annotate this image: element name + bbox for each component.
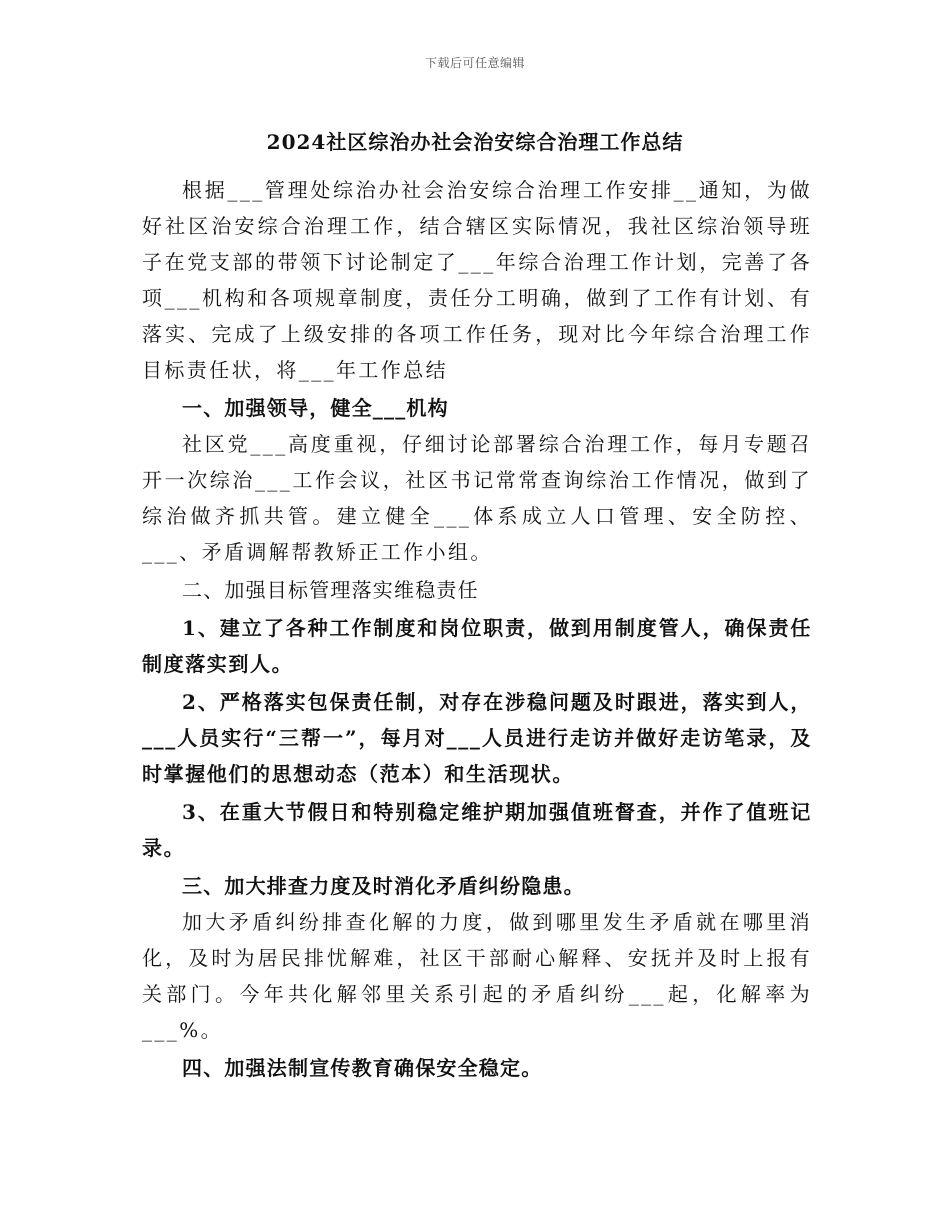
section-heading-3: 三、加大排查力度及时消化矛盾纠纷隐患。 [182,874,585,898]
section-heading-2: 二、加强目标管理落实维稳责任 [182,578,479,602]
document-title: 2024社区综治办社会治安综合治理工作总结 [266,130,684,154]
intro-paragraph: 根据___管理处综治办社会治安综合治理工作安排__通知，为做好社区治安综合治理工作，结合辖区实际情况，我社区综治领导班子在党支部的带领下讨论制定了___年综合治理工作计划，完善了各项___机构和各项规章制度，责任分工明确，做到了工作有计划、有落实、完成了上级安排的各项工作任务，现对比今年综合治理工作目标责任状，将___年工作总结 [142,178,812,382]
section-2-item-2: 2、严格落实包保责任制，对存在涉稳问题及时跟进，落实到人，___人员实行“三帮一”，每月对___人员进行走访并做好走访笔录，及时掌握他们的思想动态（范本）和生活现状。 [142,690,812,786]
section-1-paragraph: 社区党___高度重视，仔细讨论部署综合治理工作，每月专题召开一次综治___工作会议，社区书记常常查询综治工作情况，做到了综治做齐抓共管。建立健全___体系成立人口管理、安全防控、___、矛盾调解帮教矫正工作小组。 [142,432,812,564]
section-2-item-1: 1、建立了各种工作制度和岗位职责，做到用制度管人，确保责任制度落实到人。 [142,616,812,676]
section-3-paragraph: 加大矛盾纠纷排查化解的力度，做到哪里发生矛盾就在哪里消化，及时为居民排忧解难，社区干部耐心解释、安抚并及时上报有关部门。今年共化解邻里关系引起的矛盾纠纷___起，化解率为___%。 [142,910,812,1042]
section-heading-1: 一、加强领导，健全___机构 [182,396,449,420]
section-heading-4: 四、加强法制宣传教育确保安全稳定。 [182,1056,543,1080]
section-2-item-3: 3、在重大节假日和特别稳定维护期加强值班督查，并作了值班记录。 [142,800,812,860]
document-body [142,172,812,1086]
header-note: 下载后可任意编辑 [424,56,525,70]
